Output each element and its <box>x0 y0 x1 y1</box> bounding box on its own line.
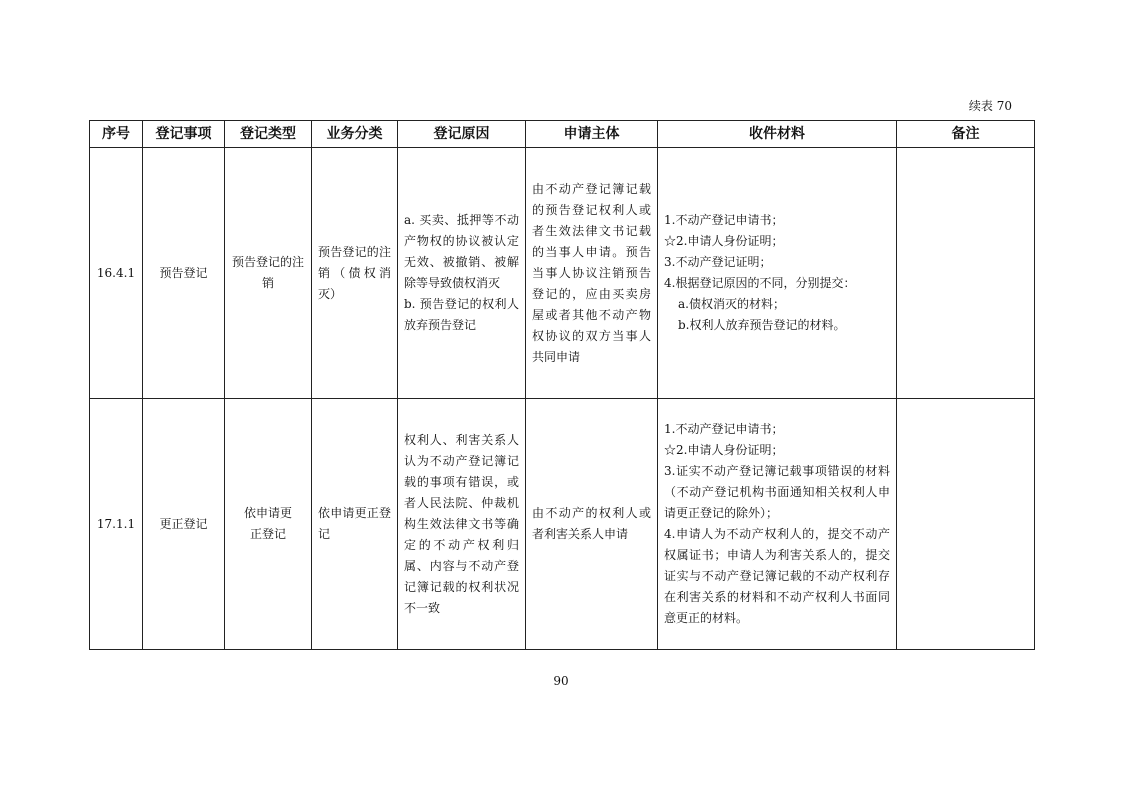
material-line: ☆2.申请人身份证明； <box>664 443 784 457</box>
material-line: 4.根据登记原因的不同，分别提交： <box>664 276 856 290</box>
cell-item: 更正登记 <box>143 399 225 650</box>
material-line: 1.不动产登记申请书； <box>664 213 784 227</box>
material-line: 1.不动产登记申请书； <box>664 422 784 436</box>
material-subline: b.权利人放弃预告登记的材料。 <box>678 318 846 332</box>
header-category: 业务分类 <box>312 121 398 148</box>
material-line: 3.证实不动产登记簿记载事项错误的材料（不动产登记机构书面通知相关权利人申请更正登记的除外）； <box>664 464 890 520</box>
material-line: ☆2.申请人身份证明； <box>664 234 784 248</box>
cell-category: 预告登记的注销（债权消灭） <box>312 148 398 399</box>
cell-applicant: 由不动产登记簿记载的预告登记权利人或者生效法律文书记载的当事人申请。预告当事人协议注销预告登记的，应由买卖房屋或者其他不动产物权协议的双方当事人共同申请 <box>526 148 658 399</box>
cell-reason: a. 买卖、抵押等不动产物权的协议被认定无效、被撤销、被解除等导致债权消灭 b. 预告登记的权利人放弃预告登记 <box>398 148 526 399</box>
table-row <box>90 148 1035 399</box>
cell-materials <box>658 399 897 650</box>
cell-category: 依申请更正登记 <box>312 399 398 650</box>
cell-type: 预告登记的注销 <box>225 148 312 399</box>
header-remarks: 备注 <box>897 121 1035 148</box>
material-line: 3.不动产登记证明； <box>664 255 772 269</box>
header-seq: 序号 <box>90 121 143 148</box>
material-line: 4.申请人为不动产权利人的，提交不动产权属证书；申请人为利害关系人的，提交证实与不动产登记簿记载的不动产权利存在利害关系的材料和不动产权利人书面同意更正的材料。 <box>664 527 890 625</box>
header-applicant: 申请主体 <box>526 121 658 148</box>
header-reason: 登记原因 <box>398 121 526 148</box>
continued-table-label: 续表 70 <box>968 99 1012 113</box>
cell-reason: 权利人、利害关系人认为不动产登记簿记载的事项有错误，或者人民法院、仲裁机构生效法律文书等确定的不动产权利归属、内容与不动产登记簿记载的权利状况不一致 <box>398 399 526 650</box>
page-number: 90 <box>553 674 569 688</box>
registration-table <box>89 120 1035 650</box>
cell-remarks <box>897 399 1035 650</box>
cell-seq: 16.4.1 <box>90 148 143 399</box>
cell-item: 预告登记 <box>143 148 225 399</box>
cell-remarks <box>897 148 1035 399</box>
material-subline: a.债权消灭的材料； <box>678 297 785 311</box>
cell-seq: 17.1.1 <box>90 399 143 650</box>
table-row <box>90 399 1035 650</box>
table-header-row <box>90 121 1035 148</box>
header-type: 登记类型 <box>225 121 312 148</box>
header-item: 登记事项 <box>143 121 225 148</box>
cell-applicant: 由不动产的权利人或者利害关系人申请 <box>526 399 658 650</box>
cell-materials <box>658 148 897 399</box>
header-materials: 收件材料 <box>658 121 897 148</box>
cell-type: 依申请更正登记 <box>225 399 312 650</box>
